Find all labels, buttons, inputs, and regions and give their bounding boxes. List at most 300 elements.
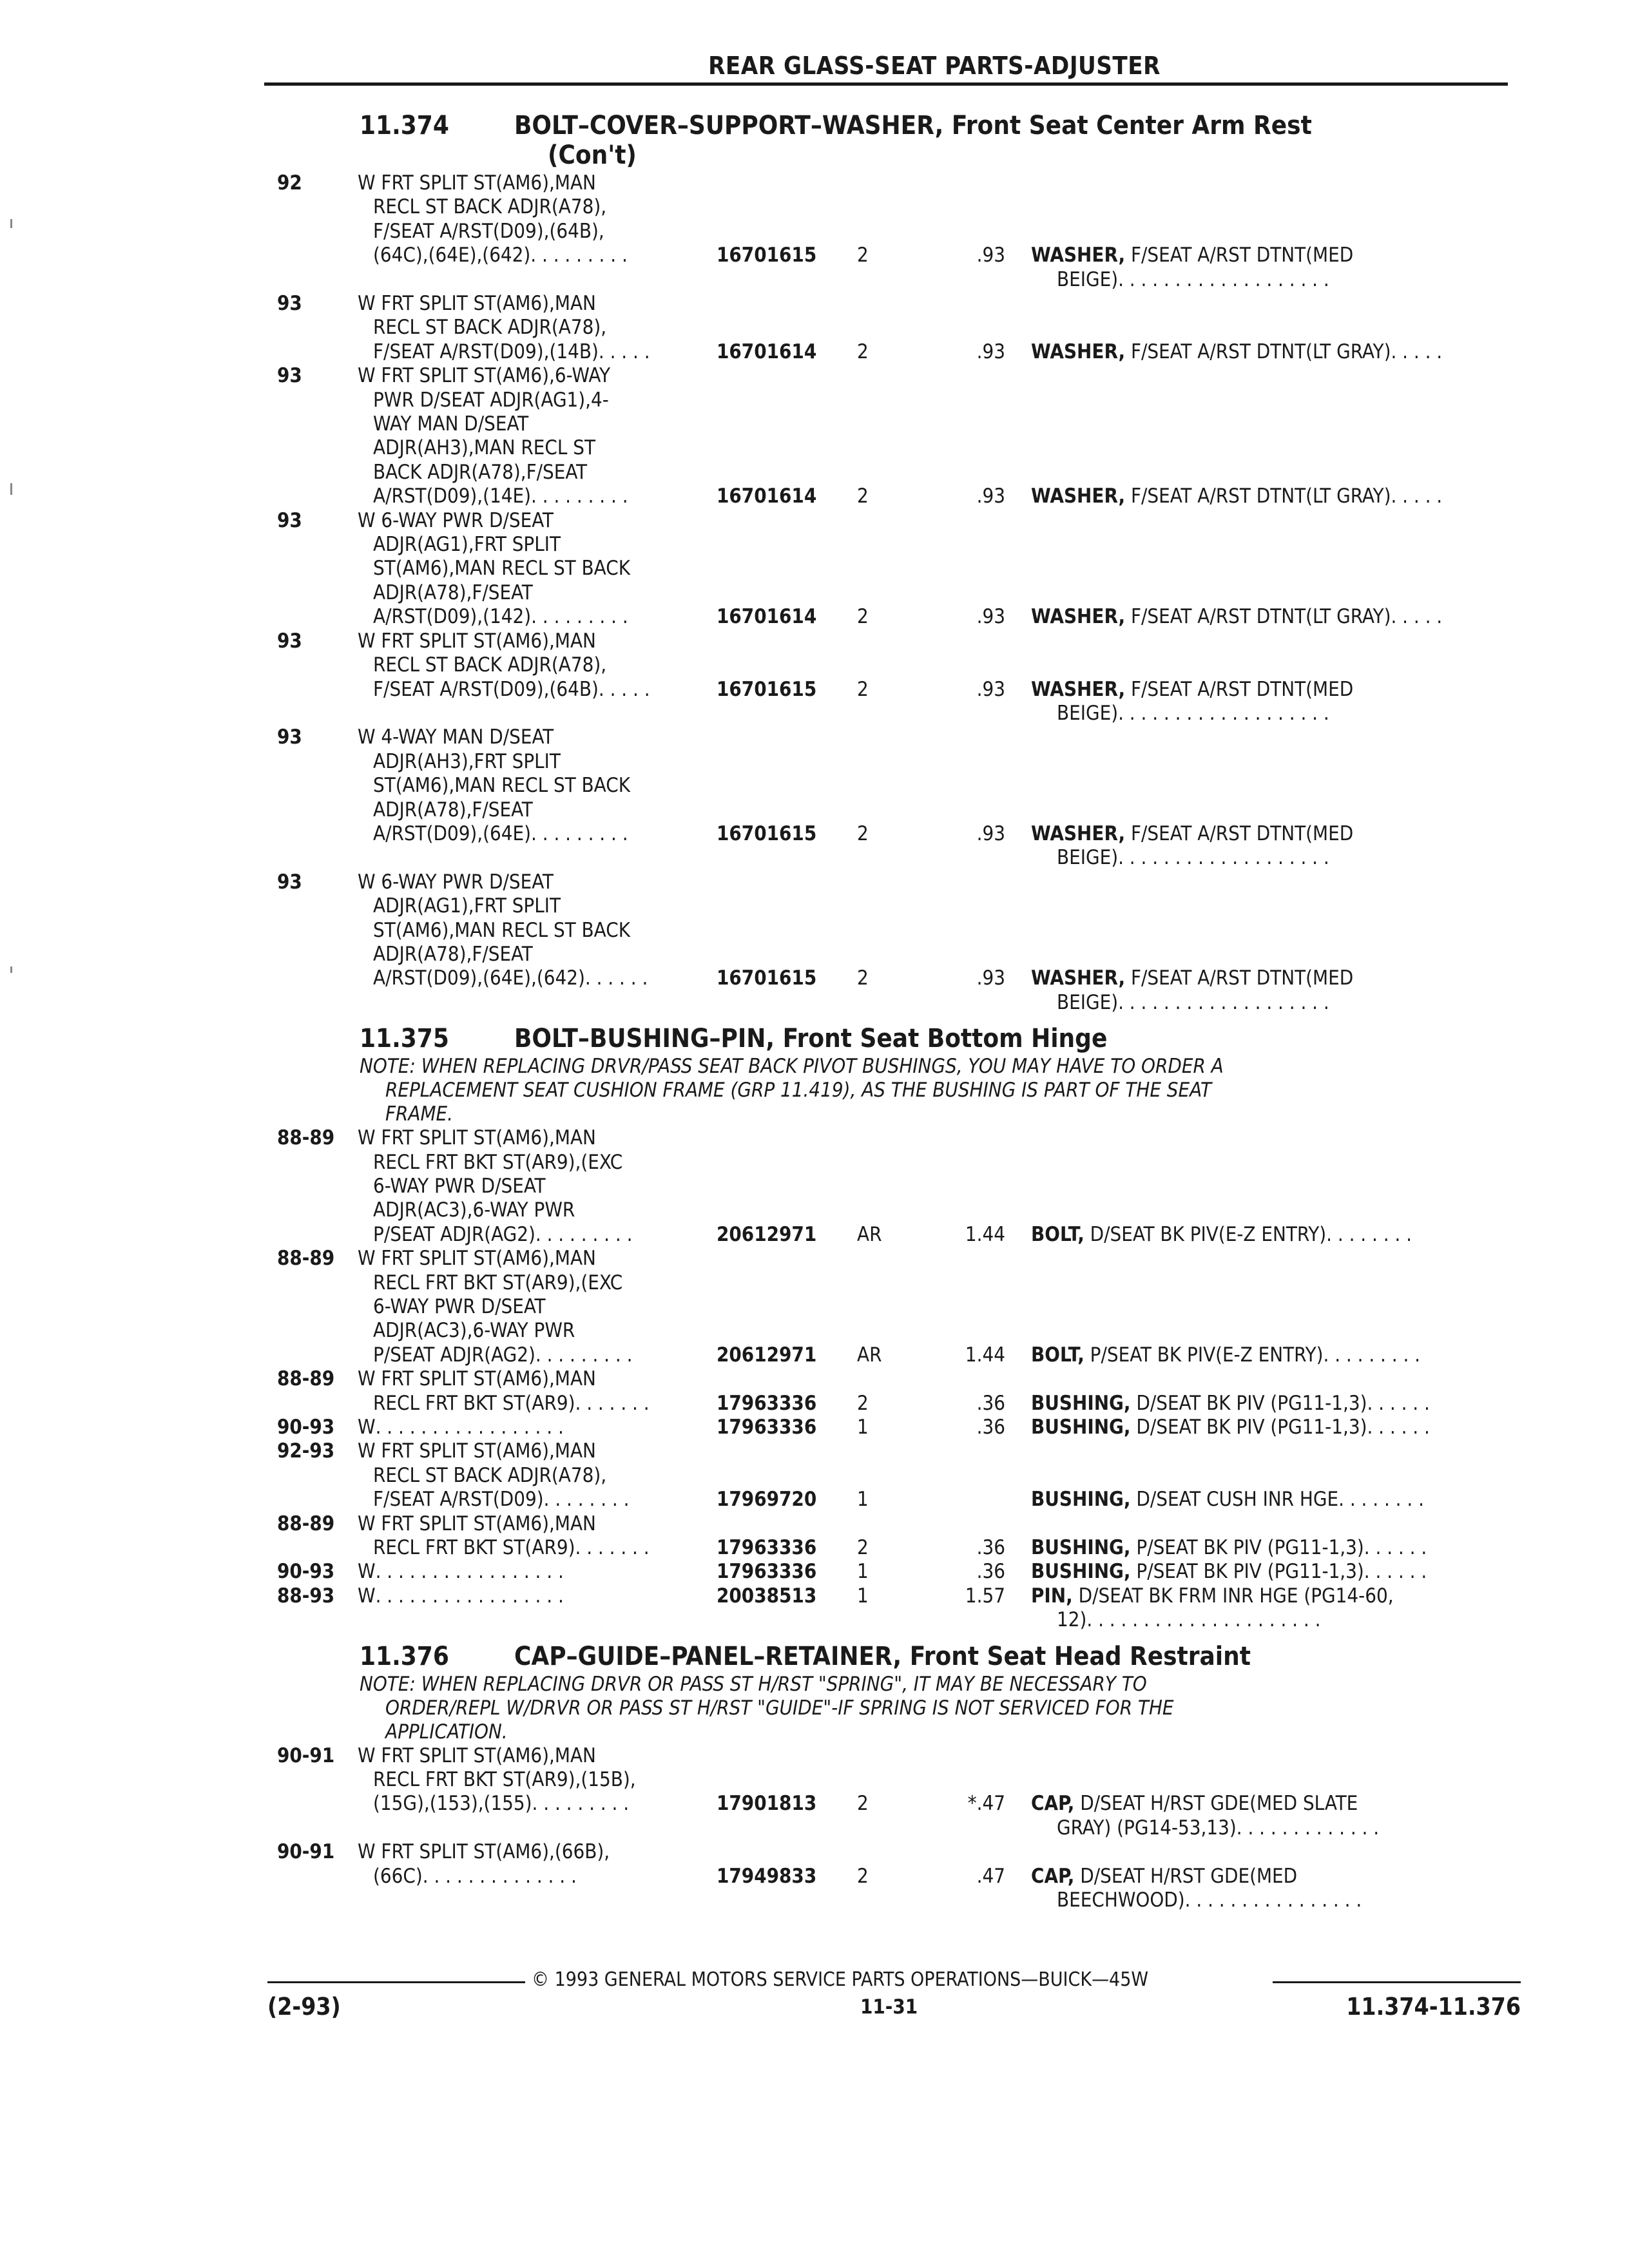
application-text: (64C),(64E),(642): [373, 244, 531, 267]
application-text: ST(AM6),MAN RECL ST BACK: [373, 557, 630, 581]
leader-dots: . . . . . . . . .: [531, 605, 628, 629]
parts-entry: [271, 726, 1521, 870]
part-name: BUSHING,: [1031, 1416, 1131, 1439]
application-text: F/SEAT A/RST(D09),(64B),: [373, 219, 604, 243]
application-text: ST(AM6),MAN RECL ST BACK: [373, 774, 630, 798]
application-text: RECL FRT BKT ST(AR9),(15B),: [373, 1768, 636, 1792]
leader-dots: . . . . . . . . . . . . . . . . . . .: [1118, 267, 1329, 291]
leader-dots: . . . . . . . . . . . . . . . . .: [375, 1560, 564, 1584]
entry-quantity: 2: [857, 822, 869, 845]
application-line: [358, 1271, 715, 1295]
part-name: WASHER,: [1031, 244, 1126, 267]
application-text: W FRT SPLIT ST(AM6),MAN: [358, 1247, 596, 1271]
part-text: D/SEAT BK PIV (PG11-1,3): [1136, 1416, 1367, 1439]
parts-entry: [271, 292, 1521, 364]
entry-part-description: [1031, 678, 1495, 726]
parts-listing: [271, 102, 1521, 1912]
part-line: [1031, 1343, 1495, 1367]
entry-application: [358, 1744, 715, 1816]
application-line: [358, 220, 715, 244]
leader-dots: . . . . . .: [1367, 1391, 1430, 1415]
parts-entry: [271, 629, 1521, 726]
application-line: [358, 1247, 715, 1271]
entry-application: [358, 726, 715, 846]
note-line: NOTE: WHEN REPLACING DRVR/PASS SEAT BACK PIVOT BUSHINGS, YOU MAY HAVE TO ORDER A: [360, 1055, 1224, 1079]
entry-part-number: 16701615: [717, 677, 817, 701]
part-text: GRAY) (PG14-53,13): [1057, 1816, 1237, 1840]
entry-quantity: AR: [857, 1222, 882, 1246]
parts-entry: [271, 1367, 1521, 1416]
note-line: ORDER/REPL W/DRVR OR PASS ST H/RST "GUIDE"-IF SPRING IS NOT SERVICED FOR THE: [385, 1696, 1174, 1720]
entry-application: [358, 1439, 715, 1512]
entry-part-number: 17901813: [717, 1792, 817, 1816]
entry-application: [358, 1126, 715, 1247]
part-line: [1031, 1888, 1495, 1912]
application-line: [358, 364, 715, 388]
application-text: ADJR(A78),F/SEAT: [373, 942, 533, 966]
part-line: [1031, 1536, 1495, 1560]
entry-part-description: [1031, 1343, 1495, 1367]
parts-entry: [271, 1512, 1521, 1561]
entry-part-description: [1031, 1792, 1495, 1840]
section-number: 11.374: [360, 111, 449, 140]
leader-dots: . . . . . . . . . . . . . . . .: [1184, 1888, 1362, 1912]
entry-part-description: [1031, 966, 1495, 1015]
application-text: ADJR(AC3),6-WAY PWR: [373, 1319, 575, 1343]
application-line: [358, 412, 715, 436]
parts-entry: [271, 1416, 1521, 1439]
parts-entry: [271, 1584, 1521, 1633]
application-text: RECL ST BACK ADJR(A78),: [373, 653, 607, 677]
part-text: F/SEAT A/RST DTNT(MED: [1130, 677, 1354, 701]
parts-entry: [271, 364, 1521, 508]
application-line: [358, 1488, 715, 1512]
application-text: RECL FRT BKT ST(AR9): [373, 1536, 575, 1560]
parts-entry: [271, 1247, 1521, 1367]
application-text: W FRT SPLIT ST(AM6),MAN: [358, 1744, 596, 1767]
application-text: W 6-WAY PWR D/SEAT: [358, 870, 554, 894]
leader-dots: . . . . . .: [1364, 1560, 1427, 1584]
part-text: P/SEAT BK PIV (PG11-1,3): [1136, 1560, 1364, 1584]
application-line: [358, 774, 715, 798]
entry-year: 88-89: [277, 1247, 335, 1271]
entry-part-description: [1031, 605, 1495, 629]
part-line: [1031, 485, 1495, 508]
part-text: D/SEAT BK PIV(E-Z ENTRY): [1090, 1222, 1327, 1246]
entry-application: [358, 1367, 715, 1416]
entry-part-description: [1031, 1488, 1495, 1512]
leader-dots: . . . . .: [598, 340, 650, 363]
leader-dots: . . . . .: [1391, 605, 1443, 629]
part-text: P/SEAT BK PIV (PG11-1,3): [1136, 1536, 1364, 1560]
part-line: [1031, 702, 1495, 726]
entry-year: 93: [277, 870, 302, 894]
entry-year: 93: [277, 292, 302, 316]
application-text: W FRT SPLIT ST(AM6),MAN: [358, 171, 596, 195]
part-name: WASHER,: [1031, 485, 1126, 508]
leader-dots: . . . . . . .: [575, 1536, 650, 1560]
part-line: [1031, 1416, 1495, 1439]
entry-quantity: 1: [857, 1416, 869, 1439]
application-text: F/SEAT A/RST(D09),(14B): [373, 340, 599, 363]
application-text: W FRT SPLIT ST(AM6),MAN: [358, 1512, 596, 1535]
entry-year: 88-89: [277, 1512, 335, 1535]
application-line: [358, 1367, 715, 1391]
application-text: A/RST(D09),(14E): [373, 485, 532, 508]
entry-application: [358, 629, 715, 702]
note-line: FRAME.: [385, 1102, 454, 1126]
part-line: [1031, 1223, 1495, 1247]
part-name: WASHER,: [1031, 822, 1126, 845]
application-line: [358, 485, 715, 508]
application-text: ST(AM6),MAN RECL ST BACK: [373, 918, 630, 942]
parts-entry: [271, 1126, 1521, 1247]
leader-dots: . . . . . . . . . . . . . . . . . . . . .: [1086, 1608, 1321, 1632]
entry-part-number: 16701614: [717, 485, 817, 508]
application-text: WAY MAN D/SEAT: [373, 412, 529, 436]
application-text: W FRT SPLIT ST(AM6),MAN: [358, 1367, 596, 1391]
section-heading: [271, 1642, 1521, 1671]
part-line: [1031, 1792, 1495, 1816]
section-note: [360, 1673, 1468, 1744]
parts-entry: [271, 1840, 1521, 1912]
application-text: W 4-WAY MAN D/SEAT: [358, 726, 554, 749]
entry-part-description: [1031, 244, 1495, 292]
application-text: ADJR(AG1),FRT SPLIT: [373, 533, 561, 557]
application-line: [358, 389, 715, 412]
entry-price: .36: [976, 1416, 1005, 1439]
application-line: [358, 822, 715, 846]
part-name: PIN,: [1031, 1584, 1073, 1608]
part-line: [1031, 244, 1495, 267]
footer-info: [267, 1993, 1521, 2019]
application-text: W FRT SPLIT ST(AM6),MAN: [358, 1126, 596, 1150]
section-heading: [271, 111, 1521, 140]
leader-dots: . . . . . . . .: [543, 1488, 630, 1512]
entry-part-number: 20612971: [717, 1222, 817, 1246]
entry-year: 93: [277, 364, 302, 388]
leader-dots: . . . . . . . . .: [535, 1343, 633, 1367]
application-text: RECL FRT BKT ST(AR9): [373, 1391, 575, 1415]
footer-group-range: 11.374-11.376: [1346, 1993, 1521, 2021]
part-name: BUSHING,: [1031, 1560, 1131, 1584]
application-text: A/RST(D09),(142): [373, 605, 532, 629]
application-text: RECL FRT BKT ST(AR9),(EXC: [373, 1271, 623, 1294]
entry-year: 93: [277, 629, 302, 653]
parts-entry: [271, 1744, 1521, 1841]
entry-application: [358, 364, 715, 508]
part-line: [1031, 605, 1495, 629]
application-text: F/SEAT A/RST(D09): [373, 1488, 544, 1512]
parts-entry: [271, 870, 1521, 1015]
footer-date: (2-93): [267, 1993, 341, 2021]
parts-entry: [271, 1439, 1521, 1512]
continued-label: (Con't): [548, 140, 637, 170]
application-text: BACK ADJR(A78),F/SEAT: [373, 460, 588, 484]
entry-year: 90-93: [277, 1560, 335, 1584]
entry-part-number: 16701615: [717, 822, 817, 845]
entry-price: .93: [976, 605, 1005, 629]
part-line: [1031, 1816, 1495, 1840]
leader-dots: . . . . . . .: [575, 1391, 650, 1415]
section-number: 11.375: [360, 1024, 449, 1054]
application-line: [358, 1536, 715, 1560]
entry-price: 1.57: [965, 1584, 1005, 1608]
application-text: F/SEAT A/RST(D09),(64B): [373, 677, 599, 701]
application-text: 6-WAY PWR D/SEAT: [373, 1174, 546, 1198]
application-line: [358, 629, 715, 653]
part-text: D/SEAT BK FRM INR HGE (PG14-60,: [1078, 1584, 1394, 1608]
entry-part-description: [1031, 485, 1495, 508]
application-text: RECL ST BACK ADJR(A78),: [373, 195, 607, 219]
application-line: [358, 581, 715, 605]
entry-part-number: 16701615: [717, 244, 817, 267]
entry-application: [358, 1840, 715, 1888]
page-header: [264, 52, 1508, 86]
application-line: [358, 292, 715, 316]
application-text: W FRT SPLIT ST(AM6),MAN: [358, 1439, 596, 1463]
application-text: RECL FRT BKT ST(AR9),(EXC: [373, 1150, 623, 1174]
entry-price: 1.44: [965, 1343, 1005, 1367]
part-name: WASHER,: [1031, 677, 1126, 701]
entry-year: 93: [277, 726, 302, 749]
application-line: [358, 1865, 715, 1888]
application-line: [358, 894, 715, 918]
part-name: BUSHING,: [1031, 1536, 1131, 1560]
application-line: [358, 726, 715, 749]
application-line: [358, 533, 715, 557]
entry-application: [358, 509, 715, 629]
leader-dots: . . . . . . . . . . . . . . . . .: [375, 1584, 564, 1608]
part-line: [1031, 1584, 1495, 1608]
part-line: [1031, 1488, 1495, 1512]
part-text: BEIGE): [1057, 267, 1119, 291]
part-text: F/SEAT A/RST DTNT(MED: [1130, 966, 1354, 990]
entry-price: .93: [976, 966, 1005, 990]
parts-entry: [271, 1560, 1521, 1584]
entry-year: 90-93: [277, 1416, 335, 1439]
part-line: [1031, 1392, 1495, 1416]
entry-application: [358, 171, 715, 268]
part-text: P/SEAT BK PIV(E-Z ENTRY): [1090, 1343, 1324, 1367]
part-name: WASHER,: [1031, 340, 1126, 363]
part-text: F/SEAT A/RST DTNT(LT GRAY): [1130, 605, 1391, 629]
part-line: [1031, 822, 1495, 846]
part-line: [1031, 846, 1495, 870]
application-line: [358, 244, 715, 267]
entry-year: 88-89: [277, 1126, 335, 1150]
leader-dots: . . . . .: [598, 677, 650, 701]
part-name: BUSHING,: [1031, 1391, 1131, 1415]
footer-copyright: © 1993 GENERAL MOTORS SERVICE PARTS OPERATIONS—BUICK—45W: [532, 1968, 1149, 1991]
section-title: BOLT–COVER–SUPPORT–WASHER, Front Seat Center Arm Rest: [514, 111, 1312, 140]
part-text: 12): [1057, 1608, 1087, 1632]
leader-dots: . . . . . . . . . . . . .: [1236, 1816, 1380, 1840]
footer-rule: [267, 1981, 525, 1983]
part-line: [1031, 1865, 1495, 1888]
application-line: [358, 1175, 715, 1198]
part-text: F/SEAT A/RST DTNT(LT GRAY): [1130, 340, 1391, 363]
leader-dots: . . . . .: [1391, 485, 1443, 508]
entry-part-description: [1031, 1865, 1495, 1913]
application-line: [358, 1840, 715, 1864]
parts-entry: [271, 171, 1521, 292]
application-text: (15G),(153),(155): [373, 1792, 532, 1816]
entry-price: .93: [976, 677, 1005, 701]
application-line: [358, 1126, 715, 1150]
leader-dots: . . . . . . . . .: [531, 485, 628, 508]
leader-dots: . . . . . . . . . . . . . . . . . . .: [1118, 701, 1329, 725]
footer-page-number: 11-31: [860, 1995, 918, 2019]
scan-margin-mark: [10, 966, 12, 973]
application-line: [358, 1584, 715, 1608]
entry-price: .93: [976, 485, 1005, 508]
application-line: [358, 557, 715, 581]
entry-application: [358, 1247, 715, 1367]
entry-part-number: 17963336: [717, 1536, 817, 1560]
application-line: [358, 1560, 715, 1584]
leader-dots: . . . . . . . . .: [532, 1792, 630, 1816]
entry-price: .93: [976, 340, 1005, 363]
part-line: [1031, 340, 1495, 364]
entry-quantity: 2: [857, 966, 869, 990]
application-line: [358, 653, 715, 677]
application-text: PWR D/SEAT ADJR(AG1),4-: [373, 388, 609, 412]
application-line: [358, 509, 715, 533]
application-text: ADJR(AC3),6-WAY PWR: [373, 1198, 575, 1222]
entry-price: .47: [976, 1864, 1005, 1888]
application-text: ADJR(AG1),FRT SPLIT: [373, 894, 561, 918]
entry-year: 88-93: [277, 1584, 335, 1608]
entry-part-description: [1031, 1223, 1495, 1247]
application-text: ADJR(AH3),MAN RECL ST: [373, 436, 596, 460]
entry-part-number: 17963336: [717, 1391, 817, 1415]
application-line: [358, 436, 715, 460]
entry-part-description: [1031, 340, 1495, 364]
part-line: [1031, 991, 1495, 1015]
application-line: [358, 1295, 715, 1319]
leader-dots: . . . . . . . . .: [535, 1222, 633, 1246]
part-line: [1031, 1560, 1495, 1584]
entry-quantity: 2: [857, 340, 869, 363]
part-line: [1031, 678, 1495, 702]
entry-year: 92-93: [277, 1439, 335, 1463]
application-line: [358, 605, 715, 629]
application-line: [358, 1416, 715, 1439]
section-number: 11.376: [360, 1641, 449, 1671]
application-line: [358, 461, 715, 485]
application-line: [358, 966, 715, 990]
note-line: REPLACEMENT SEAT CUSHION FRAME (GRP 11.419), AS THE BUSHING IS PART OF THE SEAT: [385, 1079, 1211, 1102]
entry-quantity: AR: [857, 1343, 882, 1367]
part-name: WASHER,: [1031, 605, 1126, 629]
part-text: F/SEAT A/RST DTNT(MED: [1130, 244, 1354, 267]
application-text: P/SEAT ADJR(AG2): [373, 1222, 535, 1246]
leader-dots: . . . . . . . . . . . . . .: [422, 1864, 577, 1888]
leader-dots: . . . . . . . . .: [1323, 1343, 1421, 1367]
parts-entry: [271, 509, 1521, 629]
part-text: BEIGE): [1057, 701, 1119, 725]
application-line: [358, 1151, 715, 1175]
section-note: [360, 1055, 1468, 1126]
leader-dots: . . . . . .: [1364, 1536, 1427, 1560]
application-line: [358, 340, 715, 364]
entry-part-description: [1031, 1560, 1495, 1584]
application-line: [358, 1792, 715, 1816]
section-title: CAP–GUIDE–PANEL–RETAINER, Front Seat Head Restraint: [514, 1641, 1251, 1671]
entry-part-number: 17963336: [717, 1560, 817, 1584]
entry-year: 93: [277, 508, 302, 532]
entry-quantity: 2: [857, 485, 869, 508]
entry-part-number: 20038513: [717, 1584, 817, 1608]
entry-application: [358, 1560, 715, 1584]
application-text: RECL ST BACK ADJR(A78),: [373, 316, 607, 340]
application-line: [358, 1744, 715, 1768]
entry-application: [358, 292, 715, 364]
entry-part-description: [1031, 1536, 1495, 1560]
entry-price: .36: [976, 1560, 1005, 1584]
part-name: CAP,: [1031, 1864, 1075, 1888]
entry-part-number: 17969720: [717, 1488, 817, 1512]
entry-part-description: [1031, 822, 1495, 870]
application-text: (66C): [373, 1864, 423, 1888]
leader-dots: . . . . . .: [1367, 1416, 1430, 1439]
part-line: [1031, 966, 1495, 990]
application-text: 6-WAY PWR D/SEAT: [373, 1295, 546, 1318]
footer-rule-row: [267, 1968, 1521, 1993]
entry-application: [358, 870, 715, 991]
application-text: W FRT SPLIT ST(AM6),MAN: [358, 629, 596, 653]
leader-dots: . . . . . . . . .: [531, 822, 628, 845]
part-text: D/SEAT BK PIV (PG11-1,3): [1136, 1391, 1367, 1415]
application-line: [358, 919, 715, 943]
scan-margin-mark: [10, 219, 12, 228]
scan-margin-mark: [10, 483, 12, 495]
part-text: F/SEAT A/RST DTNT(LT GRAY): [1130, 485, 1391, 508]
entry-quantity: 2: [857, 1792, 869, 1816]
section-heading: [271, 1024, 1521, 1053]
entry-quantity: 1: [857, 1584, 869, 1608]
application-line: [358, 1439, 715, 1463]
entry-part-description: [1031, 1416, 1495, 1439]
entry-application: [358, 1584, 715, 1608]
application-line: [358, 1223, 715, 1247]
application-text: W FRT SPLIT ST(AM6),6-WAY: [358, 364, 611, 388]
entry-part-number: 17963336: [717, 1416, 817, 1439]
footer-rule: [1273, 1981, 1521, 1983]
entry-quantity: 2: [857, 1391, 869, 1415]
entry-part-description: [1031, 1584, 1495, 1633]
entry-price: .93: [976, 244, 1005, 267]
part-name: CAP,: [1031, 1792, 1075, 1816]
leader-dots: . . . . . . . . . . . . . . . . . . .: [1118, 846, 1329, 870]
part-line: [1031, 1608, 1495, 1632]
application-text: RECL ST BACK ADJR(A78),: [373, 1463, 607, 1487]
leader-dots: . . . . . . . . . . . . . . . . .: [375, 1416, 564, 1439]
part-text: BEIGE): [1057, 846, 1119, 870]
part-text: D/SEAT H/RST GDE(MED: [1080, 1864, 1298, 1888]
entry-year: 90-91: [277, 1744, 335, 1767]
application-line: [358, 1464, 715, 1488]
page-header-title: REAR GLASS-SEAT PARTS-ADJUSTER: [708, 52, 1161, 80]
leader-dots: . . . . . .: [584, 966, 648, 990]
application-text: A/RST(D09),(64E),(642): [373, 966, 585, 990]
entry-quantity: 2: [857, 677, 869, 701]
part-text: BEECHWOOD): [1057, 1888, 1185, 1912]
entry-quantity: 2: [857, 1536, 869, 1560]
part-name: BOLT,: [1031, 1343, 1084, 1367]
part-text: F/SEAT A/RST DTNT(MED: [1130, 822, 1354, 845]
